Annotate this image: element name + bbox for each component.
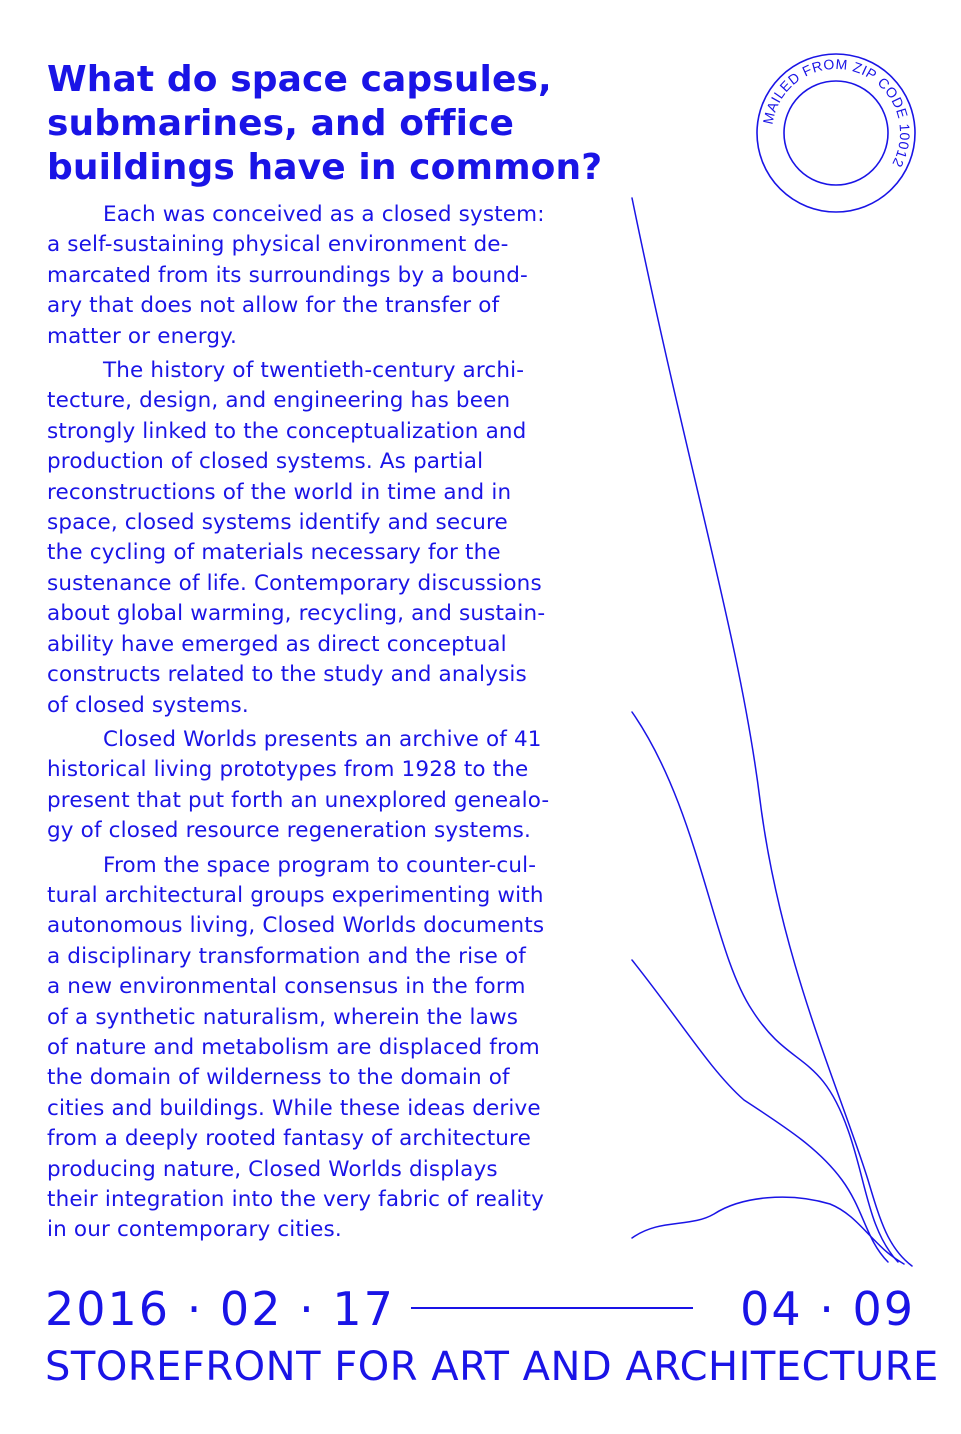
text-line: gy of closed resource regeneration systems. [47,818,532,844]
text-line: the domain of wilderness to the domain of [47,1065,510,1091]
text-line: Each was conceived as a closed system: [103,202,545,227]
start-date: 2016 · 02 · 17 [45,1282,395,1336]
text-line: production of closed systems. As partial [47,449,484,475]
text-line: space, closed systems identify and secure [47,510,508,536]
stamp-text: MAILED FROM ZIP CODE 10012 [759,55,914,171]
text-line: tural architectural groups experimenting with [47,882,544,908]
svg-text:MAILED FROM ZIP CODE 10012 [760,56,914,170]
text-line: producing nature, Closed Worlds displays [47,1156,498,1182]
text-line: about global warming, recycling, and sustain- [47,601,546,627]
institution-name: STOREFRONT FOR ART AND ARCHITECTURE [45,1344,939,1390]
text-line: autonomous living, Closed Worlds documents [47,913,545,939]
text-line: matter or energy. [47,323,237,349]
text-line: From the space program to counter-cul- [103,852,537,878]
postmark-stamp-icon [755,52,917,218]
text-line: strongly linked to the conceptualization and [47,418,527,444]
text-line: of closed systems. [47,692,249,718]
paragraph [47,851,637,1246]
text-line: ary that does not allow for the transfer of [47,293,500,319]
text-line: a self-sustaining physical environment de- [47,232,509,258]
text-line: in our contemporary cities. [47,1217,342,1243]
text-line: from a deeply rooted fantasy of architecture [47,1126,531,1152]
page-heading [47,58,627,190]
text-line: Closed Worlds presents an archive of 41 [103,726,542,752]
paragraph [47,200,637,352]
heading-line: submarines, and office [47,103,514,144]
text-line: present that put forth an unexplored genealo- [47,787,550,813]
text-line: ability have emerged as direct conceptual [47,631,507,657]
footer-dates [45,1284,915,1334]
paragraph [47,356,637,721]
date-range-rule [411,1307,693,1309]
text-line: a disciplinary transformation and the rise of [47,943,526,969]
text-line: a new environmental consensus in the form [47,974,526,1000]
body-text [47,200,637,1246]
text-line: their integration into the very fabric of reality [47,1187,544,1212]
text-line: the cycling of materials necessary for the [47,540,501,566]
text-line: of a synthetic naturalism, wherein the laws [47,1004,519,1030]
heading-line: buildings have in common? [47,147,603,188]
text-line: historical living prototypes from 1928 to the [47,757,529,783]
text-line: marcated from its surroundings by a bound- [47,262,528,288]
end-date: 04 · 09 [740,1282,915,1336]
heading-line: What do space capsules, [47,59,552,100]
text-line: reconstructions of the world in time and in [47,479,512,505]
text-line: sustenance of life. Contemporary discussions [47,570,542,596]
text-line: cities and buildings. While these ideas derive [47,1095,541,1121]
text-line: tecture, design, and engineering has been [47,388,511,414]
text-line: The history of twentieth-century archi- [103,358,525,384]
text-line: constructs related to the study and analysis [47,662,527,688]
text-line: of nature and metabolism are displaced from [47,1034,540,1060]
paragraph [47,725,637,847]
